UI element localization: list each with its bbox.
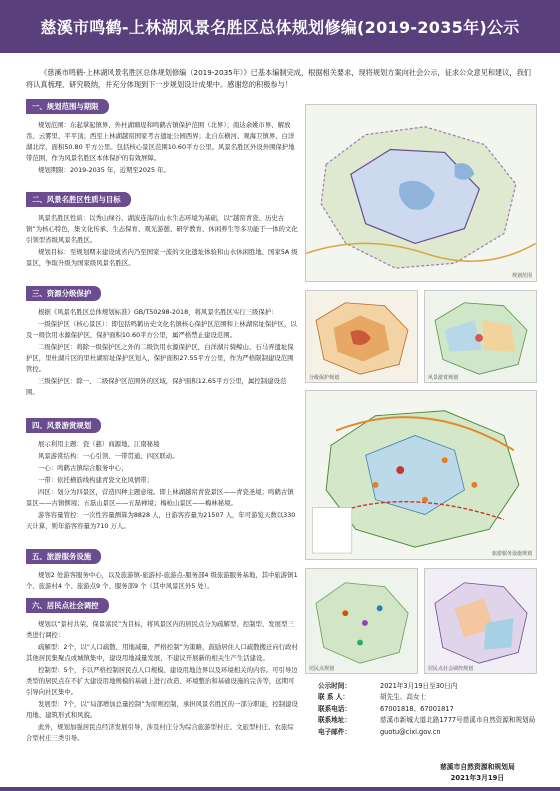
address-value: 慈溪市新城大道北路1777号慈溪市自然资源和规划局 <box>380 716 536 725</box>
email-value[interactable]: guotu@cixi.gov.cn <box>380 727 441 736</box>
section-paragraph: 风景名胜区性质：以秀山绿谷、湖波连荡的山水生态环境为基础，以“越窑青瓷、历史古镇”为核心特色，集文化传承、生态保育、观光游憩、研学教育、休闲养生等多功能于一体的文化引领型省级风景名胜区。 <box>26 214 298 244</box>
contact-person-value: 胡先生、高女士 <box>380 693 427 702</box>
section-heading: 四、风景游赏规划 <box>26 418 101 433</box>
section-heading: 六、居民点社会调控 <box>26 598 109 613</box>
map-caption: 分级保护规划 <box>309 375 340 381</box>
signoff-org: 慈溪市自然资源和规划局 <box>440 763 515 771</box>
map-graphic <box>306 291 417 382</box>
section-paragraph: 一级保护区（核心景区）：即包括鸣鹤历史文化名镇核心保护区范围和上林湖窑址保护区，以及一级饮用水源保护区，保护面积10.60平方公里，属严格禁止建设范围。 <box>26 320 297 339</box>
section-nature-goals <box>26 187 298 270</box>
map-scenic-touring <box>424 290 537 383</box>
section-paragraph: 风景游赏结构：一心引领、一带贯通、四区联动。 <box>38 452 179 460</box>
section-heading: 三、资源分级保护 <box>26 286 101 301</box>
section-paragraph: 此外，规划加强居民点经济发展引导，涉及村庄分为综合旅游型村庄、文旅型村庄、农旅综合型村庄三类引导。 <box>26 723 294 742</box>
section-paragraph: 控制型：5个，予以严格控制居民点人口规模、建设用地边界以及环境相关的内容。可引导边类型的居民点在不扩大建设用地规模的基础上进行改造、环境整治和基础设施的完善等，远期可引导向社区集中。 <box>26 666 298 696</box>
email-label: 电子邮件： <box>318 727 351 736</box>
section-paragraph: 一心：鸣鹤古镇综合服务中心； <box>38 464 128 472</box>
map-settlement-control <box>424 568 537 674</box>
section-planning-scope <box>26 94 298 177</box>
title-banner <box>0 0 560 53</box>
map-graphic <box>306 391 536 559</box>
contact-person-label: 联 系 人： <box>318 693 349 702</box>
section-heading: 二、风景名胜区性质与目标 <box>26 192 131 207</box>
signoff-date: 2021年3月19日 <box>450 774 505 782</box>
section-paragraph: 四区：划分为四景区，营造四种主题意境。即上林湖越窑青瓷景区——青瓷圣境；鸣鹤古镇景区——古镇惬境；五磊山景区——五磊禅境；梅枪山景区——梅林秘境。 <box>26 488 294 507</box>
map-graphic <box>306 569 417 673</box>
page-title: 慈溪市鸣鹤-上林湖风景名胜区总体规划修编(2019-2035年)公示 <box>40 18 520 37</box>
address-label: 联系地址： <box>318 716 351 725</box>
map-planning-scope <box>305 104 537 282</box>
section-paragraph: 规划范围：东起掌起镇界、外杜湖塘堤和鸣鹤古镇保护范围（北界）；南达余姚市界、解放岙、云雾里、平平顶；西至上林湖越窑国家考古遗址公园西界；北自东横河、观海卫镇界、白洋湖北岸，面积50.80 平方公里。包括核心景区范围10.60平方公里。风景名胜区外设外围保护地带范围，作为风景名胜区本体保护的有效屏障。 <box>26 121 295 162</box>
map-settlement-planning <box>305 568 418 674</box>
section-paragraph: 根据《风景名胜区总体规划标准》GB/T50298-2018，将风景名胜区实行三级保护： <box>38 308 278 316</box>
section-heading: 一、规划范围与期限 <box>26 99 109 114</box>
section-heading: 五、旅游服务设施 <box>26 549 101 564</box>
footer-bar <box>0 787 560 791</box>
map-caption: 居民点规划 <box>309 666 335 672</box>
map-graphic <box>425 291 536 382</box>
map-caption: 风景游赏规划 <box>428 375 459 381</box>
section-paragraph: 规划目标：至规划期末建设成省内乃至国家一流的文化遗址体验和山水休闲胜地、国家5A 级景区，争取升级为国家级风景名胜区。 <box>26 248 298 267</box>
intro-paragraph: 《慈溪市鸣鹤-上林湖风景名胜区总体规划修编（2019-2035年）》已基本编制完成，根据相关要求，现将规划方案向社会公示，征求公众意见和建议，我们将认真梳理、研究吸纳，并充分体现到下一步规划设计成果中。感谢您的积极参与！ <box>26 68 531 89</box>
section-paragraph: 展示利用主题：瓷（慈）商源地、江南秘境 <box>38 440 160 448</box>
section-scenic-touring <box>26 413 298 533</box>
section-paragraph: 疏解型：2个，以“人口疏散、用地减量，严格控制”为策略，鼓励居住人口疏散搬迁向行政村其他居民集聚点或城镇集中，建设用地减量发展，不建议开展新的相关生产生活建设。 <box>26 643 298 662</box>
map-graphic <box>306 105 536 281</box>
section-paragraph: 二级保护区：将除一级保护区之外的二级饮用水源保护区，白洋湖片骑鲸山、石马弄遗址保护区，里杜湖片区的里杜湖窑址保护区划入，保护面积27.55平方公里，作为严格限制建设范围管控。 <box>26 343 294 373</box>
period-label: 公示时间： <box>318 682 351 690</box>
map-caption: 规划范围 <box>511 273 532 279</box>
map-tourism-services <box>305 390 537 560</box>
section-paragraph: 规划期限：2019-2035 年，近期至2025 年。 <box>38 166 170 174</box>
map-graphic <box>425 569 536 673</box>
section-protection <box>26 281 298 399</box>
section-settlements <box>26 593 298 745</box>
phone-label: 联系电话： <box>318 704 351 713</box>
map-protection-zoning <box>305 290 418 383</box>
contact-info <box>318 681 538 738</box>
signoff <box>440 762 515 784</box>
section-paragraph: 一带：依托横筋线构建青瓷文化风情带； <box>38 476 154 484</box>
section-paragraph: 发展型：7个，以“局部增加总量控制”为原则控制，承担风景名胜区的一部分职能，控制建设用地、建筑形式和风貌。 <box>26 700 298 719</box>
section-paragraph: 规划2 处游客服务中心，以及旅游镇-旅游村-旅游点-服务部4 级旅游服务基地，其中旅游镇1 个、旅游村4 个、旅游点9 个、服务部9 个（其中风景区外5 处）。 <box>26 571 298 590</box>
map-caption: 旅游服务设施规划 <box>491 551 532 557</box>
section-paragraph: 三级保护区：除一、二级保护区范围外的区域，保护面积12.65平方公里，属控制建设范围。 <box>26 377 287 396</box>
map-caption: 居民点社会调控规划 <box>428 666 474 672</box>
phone-value[interactable]: 67001818、67001817 <box>380 704 454 713</box>
section-paragraph: 游客容量管控：一次性容量测算为8828 人，日游客容量为21507 人，年可游览天数以330 天计算，则年游客容量为710 万人。 <box>26 511 296 530</box>
section-paragraph: 规划以“景村共荣、保景富民”为目标，将风景区内的居民点分为疏解型、控制型、发展型三类进行调控： <box>26 620 294 639</box>
section-tourism-services <box>26 544 298 593</box>
period-value: 2021年3月19日至30日内 <box>380 682 458 690</box>
